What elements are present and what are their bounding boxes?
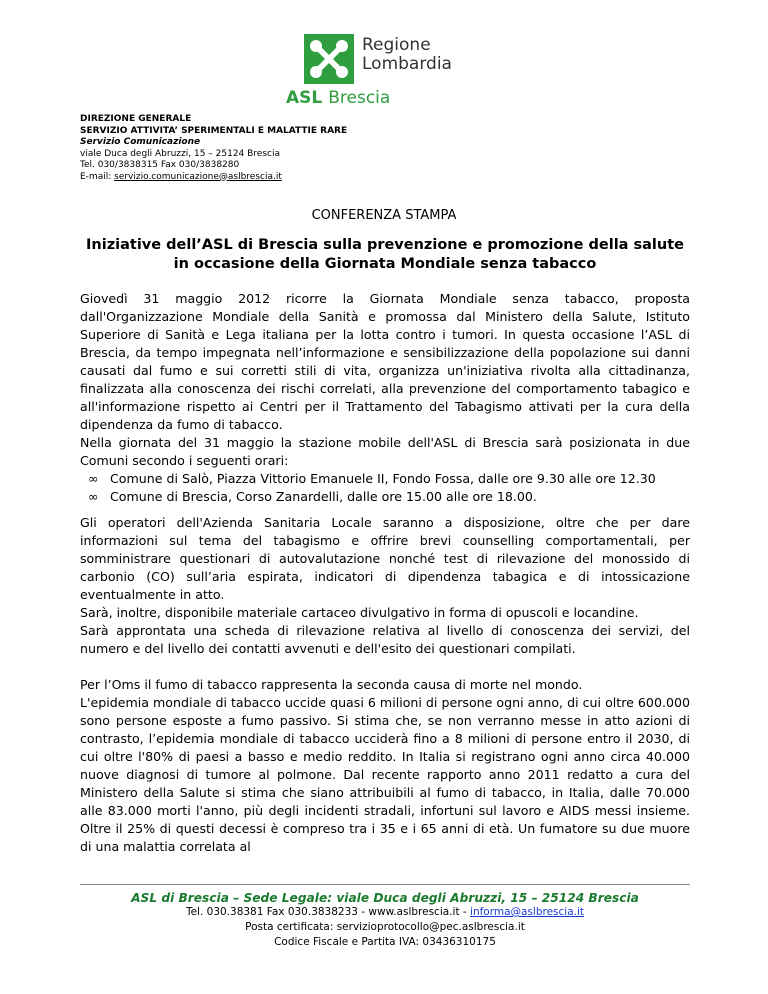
footer-pec: Posta certificata: servizioprotocollo@pec.aslbrescia.it <box>245 921 525 933</box>
list-item: ∞ Comune di Salò, Piazza Vittorio Emanuele II, Fondo Fossa, dalle ore 9.30 alle ore 12.30 <box>88 471 656 486</box>
locations-list <box>80 470 690 506</box>
article-body <box>80 290 690 856</box>
direzione: DIREZIONE GENERALE <box>80 114 192 124</box>
paragraph: Nella giornata del 31 maggio la stazione mobile dell'ASL di Brescia sarà posizionata in due Comuni secondo i seguenti orari: <box>80 435 690 468</box>
address: viale Duca degli Abruzzi, 15 – 25124 Brescia <box>80 148 280 159</box>
page-title: Iniziative dell’ASL di Brescia sulla prevenzione e promozione della salute in occasione della Giornata Mondiale senza tabacco <box>86 237 684 272</box>
paragraph: Sarà approntata una scheda di rilevazione relativa al livello di conoscenza dei servizi, del numero e del livello dei contatti avvenuti e dell'esito dei questionari compilati. <box>80 623 690 656</box>
paragraph: L'epidemia mondiale di tabacco uccide quasi 6 milioni di persone ogni anno, di cui oltre 600.000 sono persone esposte a fumo passivo. Si stima che, se non verranno messe in atto azioni di contrasto, l’epidemia mondiale di tabacco ucciderà fino a 8 milioni di persone entro il 2030, di cui oltre l'80% di paesi a basso e medio reddito. In Italia si registrano ogni anno circa 40.000 nuove diagnosi di tumore al polmone. Dal recente rapporto anno 2011 redatto a cura del Ministero della Salute si stima che siano attribuibili al fumo di tabacco, in Italia, dalle 70.000 alle 83.000 morti l'anno, più degli incidenti stradali, infortuni sul lavoro e AIDS messi insieme. Oltre il 25% di questi decessi è compreso tra i 35 e i 65 anni di età. Un fumatore su due muore di una malattia correlata al <box>80 695 690 854</box>
footer-contacts: Tel. 030.38381 Fax 030.3838233 - www.aslbrescia.it - informa@aslbrescia.it <box>185 906 585 918</box>
paragraph: Giovedì 31 maggio 2012 ricorre la Giornata Mondiale senza tabacco, proposta dall'Organizzazione Mondiale della Sanità e promossa dal Ministero della Salute, Istituto Superiore di Sanità e Lega italiana per la lotta contro i tumori. In questa occasione l’ASL di Brescia, da tempo impegnata nell’informazione e sensibilizzazione della popolazione sui danni causati dal fumo e sui corretti stili di vita, organizza un'iniziativa rivolta alla cittadinanza, finalizzata alla conoscenza dei rischi correlati, alla prevenzione del comportamento tabagico e all'informazione rispetto ai Centri per il Trattamento del Tabagismo attivati per la cura della dipendenza da fumo di tabacco. <box>80 291 690 432</box>
servizio: SERVIZIO ATTIVITA’ SPERIMENTALI E MALATTIE RARE <box>80 125 348 136</box>
logo-asl: ASL Brescia <box>286 88 391 108</box>
footer-fiscal: Codice Fiscale e Partita IVA: 03436310175 <box>274 936 496 948</box>
paragraph: Gli operatori dell'Azienda Sanitaria Locale saranno a disposizione, oltre che per dare informazioni sul tema del tabagismo e offrire brevi counselling comportamentali, per somministrare questionari di autovalutazione nonché test di rilevazione del monossido di carbonio (CO) sull’aria espirata, indicatori di dipendenza tabagica e di intossicazione eventualmente in atto. <box>80 515 690 602</box>
regione-lombardia-emblem-icon <box>304 34 354 84</box>
list-item: ∞ Comune di Brescia, Corso Zanardelli, dalle ore 15.00 alle ore 18.00. <box>88 489 537 504</box>
footer-email-link[interactable]: informa@aslbrescia.it <box>470 906 585 918</box>
bullet-icon: ∞ <box>88 489 99 504</box>
letterhead <box>80 114 347 183</box>
phone-fax: Tel. 030/3838315 Fax 030/3838280 <box>80 160 240 170</box>
email-line: E-mail: servizio.comunicazione@aslbrescia.it <box>80 171 282 182</box>
servizio-comunicazione: Servizio Comunicazione <box>80 137 201 147</box>
logo-name: Regione Lombardia <box>362 35 452 74</box>
paragraph: Per l’Oms il fumo di tabacco rappresenta la seconda causa di morte nel mondo. <box>80 677 583 692</box>
email-link[interactable]: servizio.comunicazione@aslbrescia.it <box>114 171 282 182</box>
paragraph: Sarà, inoltre, disponibile materiale cartaceo divulgativo in forma di opuscoli e locandine. <box>80 605 639 620</box>
conference-label: CONFERENZA STAMPA <box>311 208 457 223</box>
footer <box>80 884 690 950</box>
logo <box>286 30 479 110</box>
bullet-icon: ∞ <box>88 471 99 486</box>
footer-legal: ASL di Brescia – Sede Legale: viale Duca degli Abruzzi, 15 – 25124 Brescia <box>131 891 639 905</box>
